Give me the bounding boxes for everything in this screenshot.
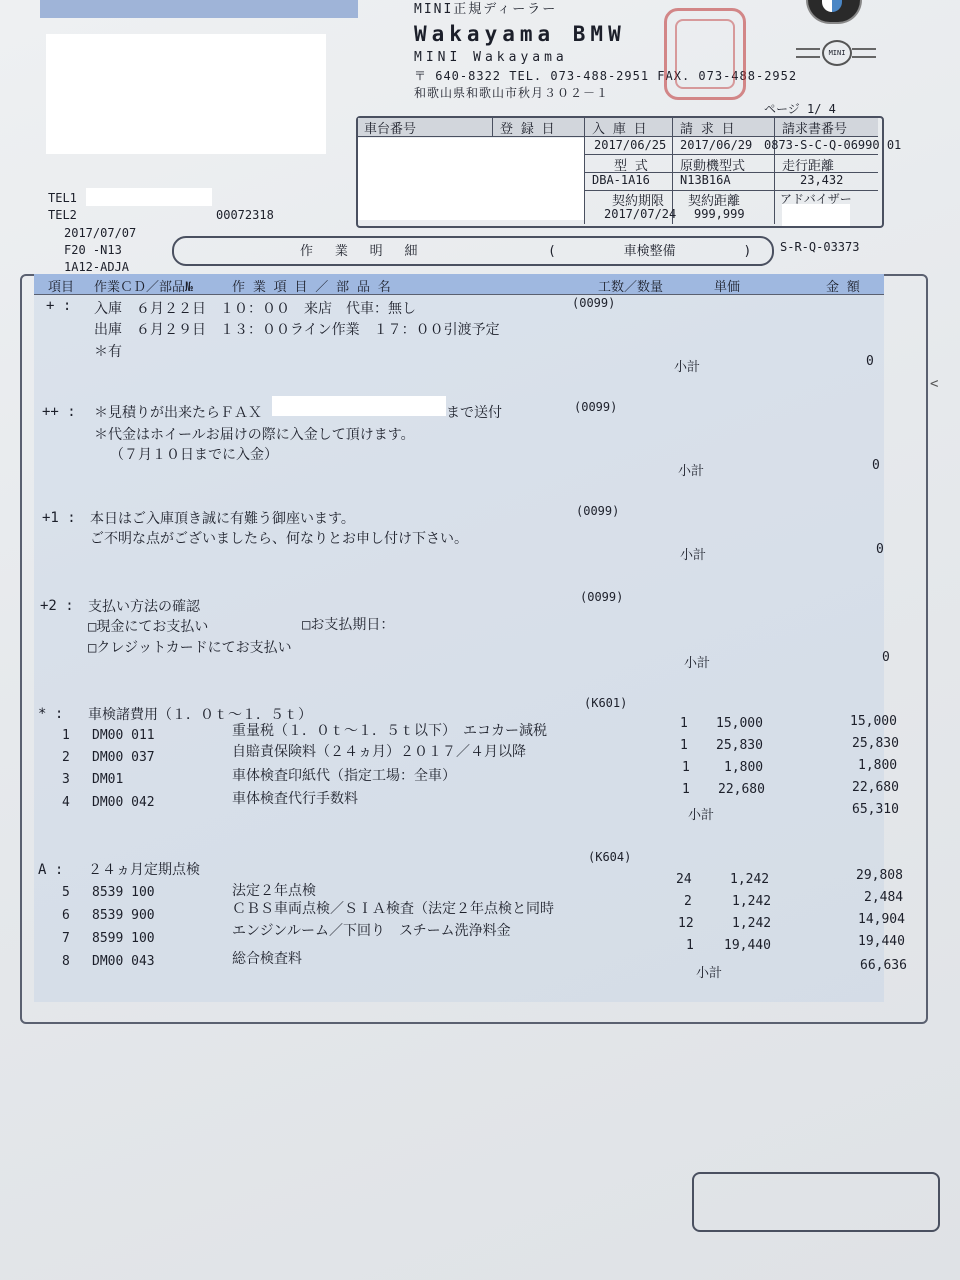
entry-date-value: 2017/06/25 [594,138,667,152]
subtotal-value: 0 [872,458,880,473]
top-color-band [40,0,358,18]
section-code: (0099) [574,400,618,414]
column-amount: 金 額 [826,280,860,295]
line-number: 2 [62,750,70,765]
section-mark: * : [38,706,64,722]
section-mark: ++ : [42,404,76,420]
unit-price: 1,800 [724,760,764,775]
customer-code: 00072318 [216,208,274,222]
tel1-label: TEL1 [48,191,77,205]
section-code: (K601) [584,696,628,710]
section-text: 本日はご入庫頂き誠に有難う御座います。 [90,511,355,527]
subtotal-label: 小計 [674,360,701,375]
customer-date: 2017/07/07 [64,226,137,240]
subtotal-value: 65,310 [852,802,899,817]
line-number: 3 [62,772,70,787]
dealer-address: 和歌山県和歌山市秋月３０２－１ [414,86,610,100]
subtotal-value: 0 [876,542,884,557]
line-number: 4 [62,795,70,810]
column-quantity: 工数／数量 [598,280,664,295]
document-type: ( 車検整備 ) [548,244,752,259]
quantity: 1 [682,782,690,797]
amount: 15,000 [850,714,897,729]
engine-value: N13B16A [680,173,731,187]
subtotal-value: 0 [882,650,890,665]
part-code: DM01 [92,772,124,787]
unit-price: 1,242 [730,872,770,887]
vehicle-model-code: F20 -N13 [64,243,122,257]
unit-price: 22,680 [718,782,765,797]
section-text: ご不明な点がございましたら、何なりとお申し付け下さい。 [90,531,468,547]
signature-box [692,1172,940,1232]
subtotal-label: 小計 [688,808,715,823]
dealer-subtitle: MINI正規ディーラー [414,2,558,17]
entry-date-label: 入 庫 日 [592,122,647,137]
registered-label: 登 録 日 [500,122,555,137]
mileage-label: 走行距離 [782,159,835,174]
redacted-phone [86,188,212,206]
subtotal-label: 小計 [680,548,707,563]
unit-price: 19,440 [724,938,771,953]
dealer-name: Wakayama BMW [414,22,626,46]
amount: 19,440 [858,934,905,949]
amount: 22,680 [852,780,899,795]
section-text: ＊有 [94,344,122,360]
contract-limit-label: 契約期限 [612,194,665,209]
section-text: まで送付 [446,405,502,421]
amount: 1,800 [858,758,898,773]
part-code: 8539 900 [92,908,155,923]
line-number: 1 [62,728,70,743]
line-number: 6 [62,908,70,923]
part-description: ＣＢＳ車両点検／ＳＩＡ検査（法定２年点検と同時 [232,901,554,917]
part-code: 8599 100 [92,931,155,946]
part-code: DM00 037 [92,750,155,765]
part-description: エンジンルーム／下回り スチーム洗浄料金 [232,923,511,939]
section-text: ＊代金はホイールお届けの際に入金して頂けます。 [94,427,415,443]
quantity: 24 [676,872,692,887]
invoice-date-value: 2017/06/29 [680,138,753,152]
page-number: ページ 1/ 4 [764,102,836,116]
unit-price: 1,242 [732,894,772,909]
side-mark: < [930,376,939,392]
quantity: 1 [680,738,688,753]
section-mark: + : [46,298,72,314]
column-description: 作 業 項 目 ／ 部 品 名 [232,280,391,295]
section-mark: A : [38,862,64,878]
section-code: (K604) [588,850,632,864]
amount: 14,904 [858,912,905,927]
redacted-fax-number [272,396,446,416]
amount: 25,830 [852,736,899,751]
mileage-value: 23,432 [800,173,844,187]
part-description: 総合検査料 [232,951,302,967]
quantity: 2 [684,894,692,909]
payment-due-date: □お支払期日： [302,617,395,633]
company-seal-stamp [664,8,746,100]
part-code: DM00 043 [92,954,155,969]
section-code: (0099) [572,296,616,310]
part-description: 重量税（１．０ｔ～１．５ｔ以下） エコカー減税 [232,723,547,739]
model-value: DBA-1A16 [592,173,650,187]
chassis-label: 車台番号 [364,122,417,137]
section-mark: +2 : [40,598,74,614]
quantity: 1 [686,938,694,953]
advisor-label: アドバイザー [780,192,852,206]
column-item: 項目 [48,280,75,295]
engine-label: 原動機型式 [680,159,746,174]
invoice-number-label: 請求書番号 [782,122,848,137]
section-title: 車検諸費用（１．０ｔ～１．５ｔ） [88,707,312,723]
mini-logo-icon: MINI [796,40,876,62]
section-text: （７月１０日までに入金） [110,447,278,463]
column-unit-price: 単価 [714,280,741,295]
section-text: 支払い方法の確認 [88,599,200,615]
part-description: 車体検査印紙代（指定工場：全車） [232,768,456,784]
section-code: (0099) [576,504,620,518]
part-code: 8539 100 [92,885,155,900]
part-code: DM00 042 [92,795,155,810]
part-description: 車体検査代行手数料 [232,791,358,807]
unit-price: 1,242 [732,916,772,931]
subtotal-label: 小計 [684,656,711,671]
vehicle-variant-code: 1A12-ADJA [64,260,130,274]
line-number: 5 [62,885,70,900]
part-description: 自賠責保険料（２４ヵ月）２０１７／４月以降 [232,744,526,760]
invoice-date-label: 請 求 日 [680,122,735,137]
section-mark: +1 : [42,510,76,526]
tel2-label: TEL2 [48,208,77,222]
document-reference: S-R-Q-03373 [780,240,860,254]
section-text: 出庫 ６月２９日 １３：００ライン作業 １７：００引渡予定 [94,322,500,338]
payment-option-credit-card: □クレジットカードにてお支払い [88,640,292,656]
section-text: ＊見積りが出来たらＦＡＸ [94,405,262,421]
amount: 2,484 [864,890,904,905]
line-number: 8 [62,954,70,969]
model-label: 型 式 [614,159,648,174]
redacted-customer-name [46,34,326,154]
subtotal-value: 66,636 [860,958,907,973]
part-description: 法定２年点検 [232,883,316,899]
part-code: DM00 011 [92,728,155,743]
dealer-name-mini: MINI Wakayama [414,50,568,65]
subtotal-value: 0 [866,354,874,369]
document-title: 作 業 明 細 [300,244,418,259]
invoice-number-value: 0873-S-C-Q-06990 01 [764,138,902,152]
quantity: 1 [682,760,690,775]
quantity: 1 [680,716,688,731]
unit-price: 25,830 [716,738,763,753]
dealer-postal-phone: 〒 640-8322 TEL. 073-488-2951 FAX. 073-488-2952 [414,69,798,83]
column-code: 作業ＣＤ／部品№ [94,280,193,295]
subtotal-label: 小計 [678,464,705,479]
payment-option-cash: □現金にてお支払い [88,619,209,635]
contract-distance-label: 契約距離 [688,194,741,209]
unit-price: 15,000 [716,716,763,731]
section-title: ２４ヵ月定期点検 [88,862,200,878]
amount: 29,808 [856,868,903,883]
subtotal-label: 小計 [696,966,723,981]
section-code: (0099) [580,590,624,604]
quantity: 12 [678,916,694,931]
section-text: 入庫 ６月２２日 １０：００ 来店 代車：無し [94,301,416,317]
contract-distance-value: 999,999 [694,207,745,221]
line-number: 7 [62,931,70,946]
contract-limit-value: 2017/07/24 [604,207,677,221]
